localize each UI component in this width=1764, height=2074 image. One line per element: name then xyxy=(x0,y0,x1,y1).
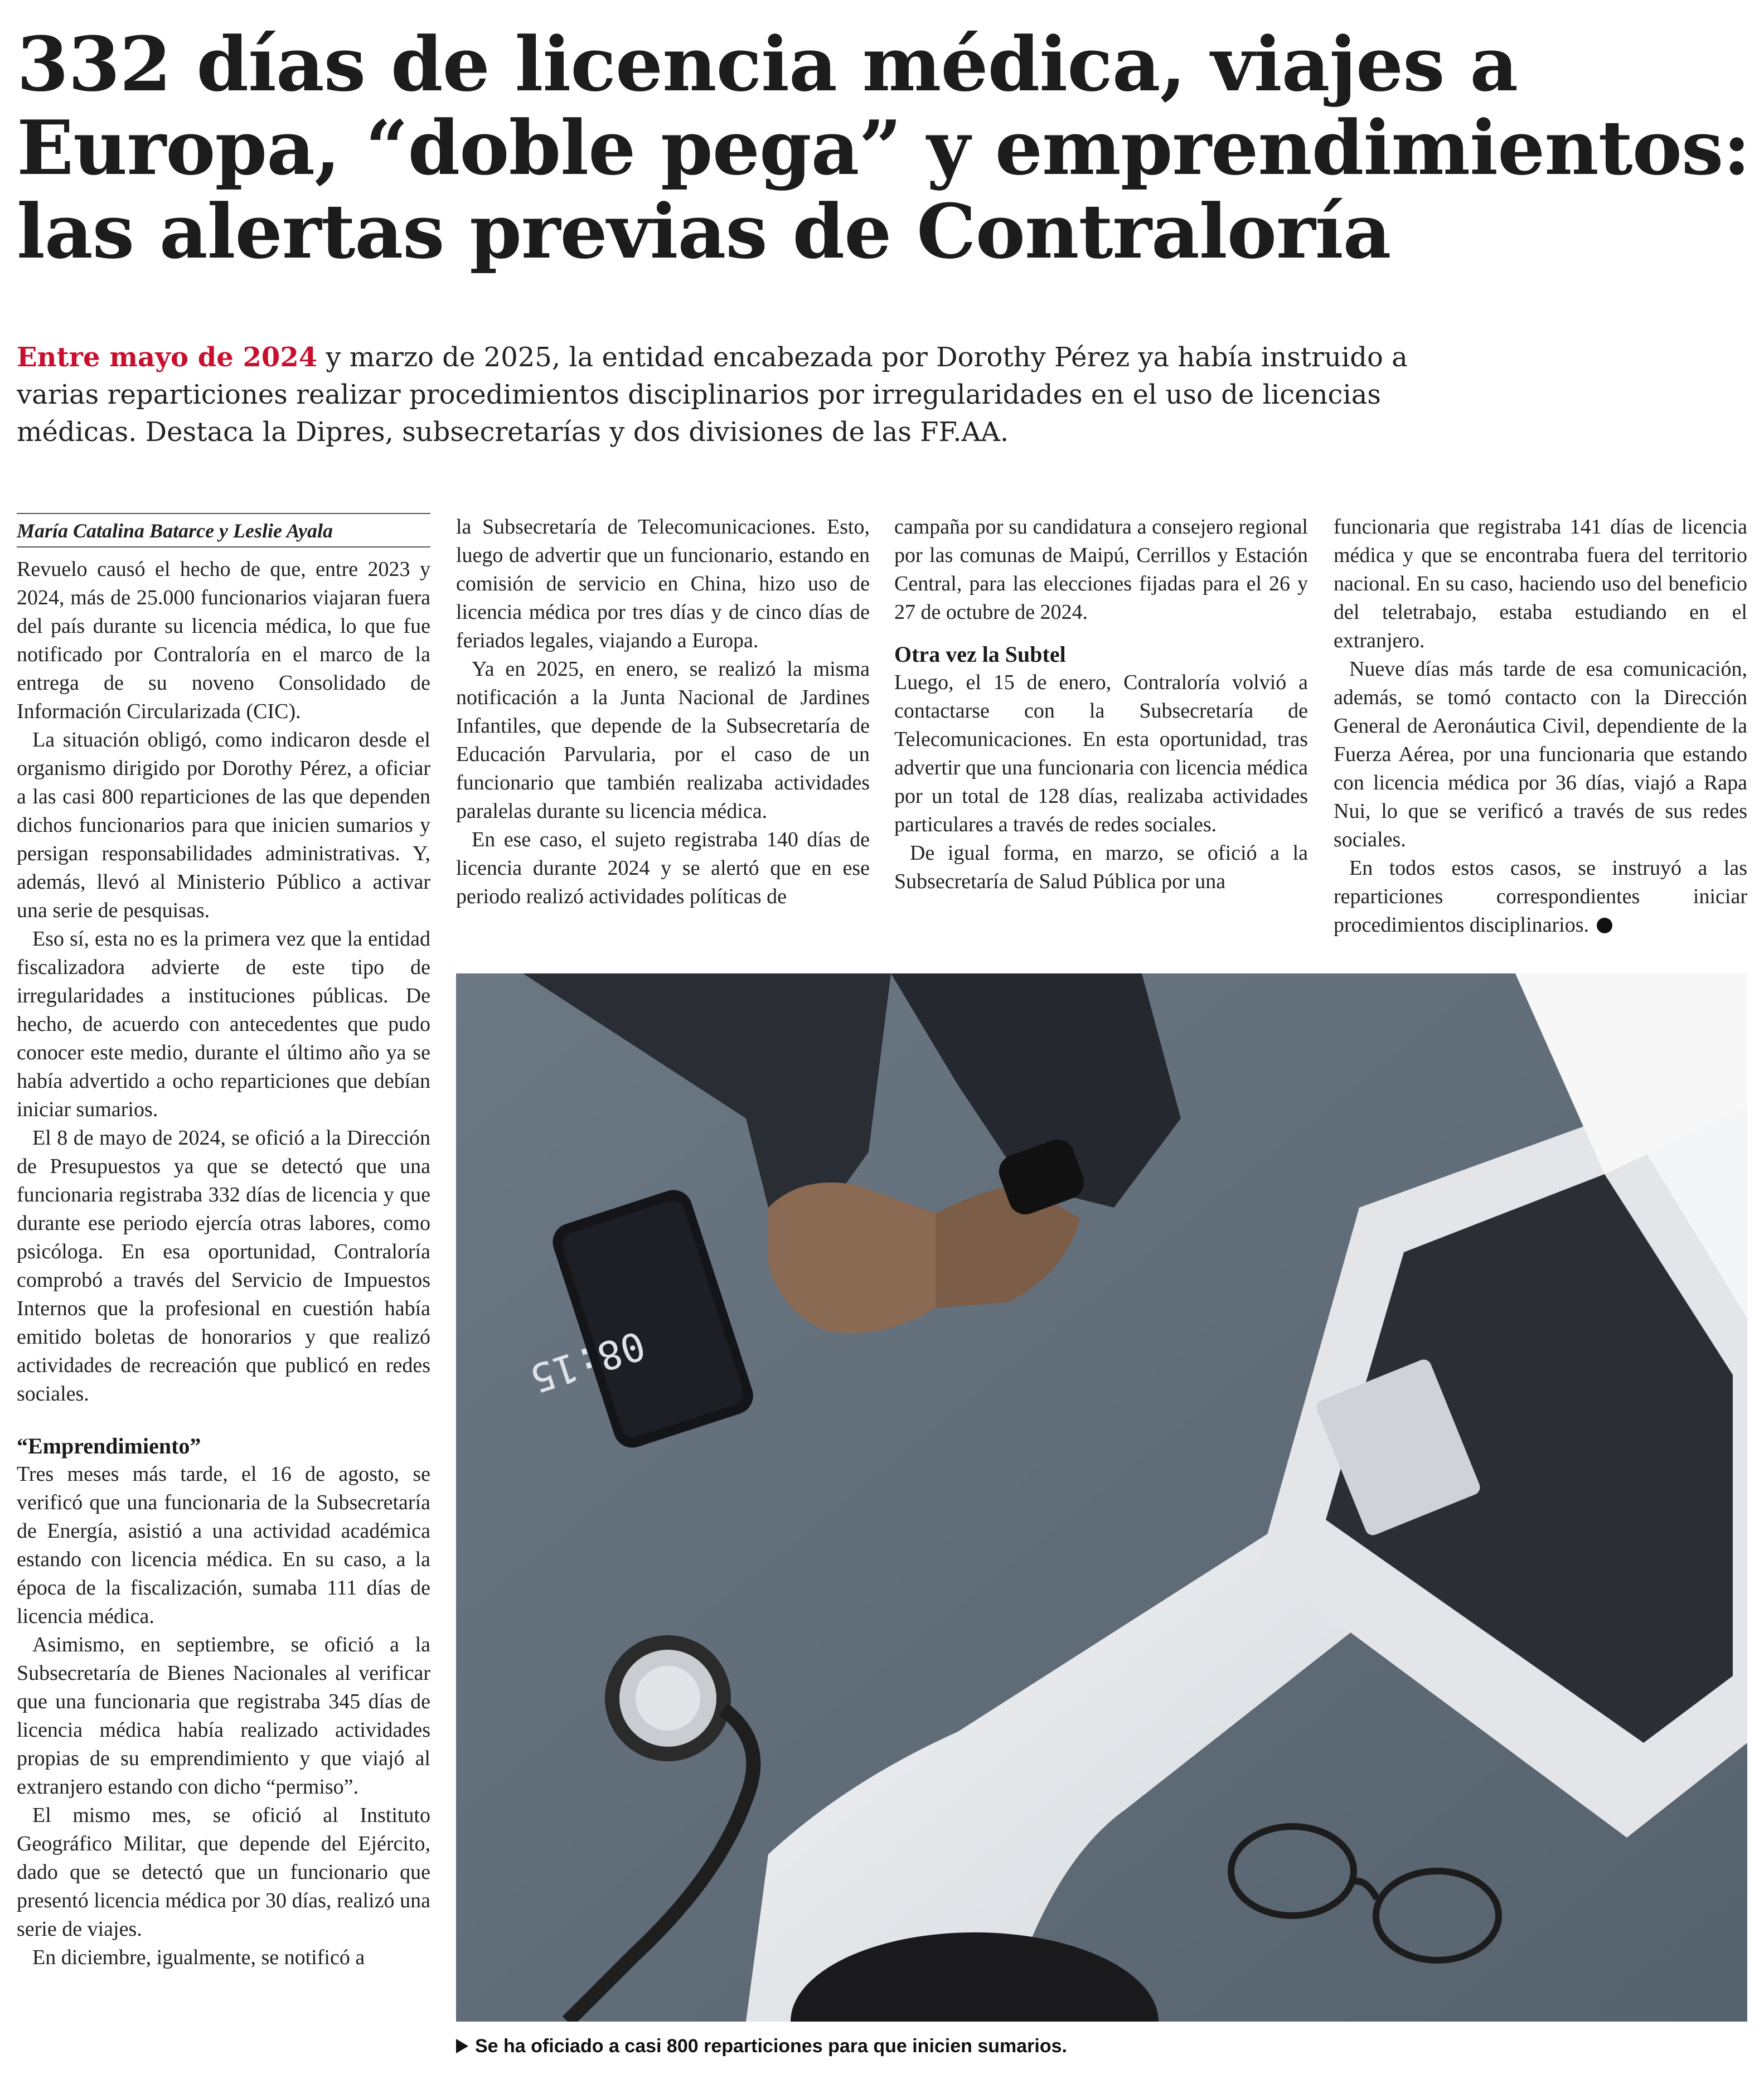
byline: María Catalina Batarce y Leslie Ayala xyxy=(17,513,430,547)
column-2 xyxy=(456,513,870,911)
headline-line-1: 332 días de licencia médica, viajes a xyxy=(17,20,1518,108)
caption-arrow-icon xyxy=(456,2039,468,2053)
paragraph xyxy=(1334,854,1747,939)
photo-illustration xyxy=(456,973,1747,2022)
headline xyxy=(17,20,1750,275)
paragraph: funcionaria que registraba 141 días de licencia médica y que se encontraba fuera del territorio nacional. En su caso, haciendo uso del beneficio del teletrabajo, estaba estudiando en el extranjero. xyxy=(1334,515,1747,652)
caption-text: Se ha oficiado a casi 800 reparticiones para que inicien sumarios. xyxy=(475,2036,1067,2057)
column-3 xyxy=(894,513,1308,896)
paragraph: En ese caso, el sujeto registraba 140 días de licencia durante 2024 y se alertó que en ese periodo realizó actividades políticas de xyxy=(456,828,870,908)
column-4 xyxy=(1334,513,1747,939)
paragraph: la Subsecretaría de Telecomunicaciones. Esto, luego de advertir que un funcionario, estando en comisión de servicio en China, hizo uso de licencia médica por tres días y de cinco días de feriados legales, viajando a Europa. xyxy=(456,515,870,652)
lead-highlight: Entre mayo de 2024 xyxy=(17,342,318,373)
paragraph: Eso sí, esta no es la primera vez que la entidad fiscalizadora advierte de este tipo de irregularidades a instituciones públicas. De hecho, de acuerdo con antecedentes que pudo conocer este medio, durante el último año ya se había advertido a ocho reparticiones que debían iniciar sumarios. xyxy=(17,927,430,1121)
paragraph: Asimismo, en septiembre, se ofició a la Subsecretaría de Bienes Nacionales al verificar que una funcionaria que registraba 345 días de licencia médica había realizado actividades propias de su emprendimiento y que viajó al extranjero estando con dicho “permiso”. xyxy=(17,1633,430,1799)
paragraph: campaña por su candidatura a consejero regional por las comunas de Maipú, Cerrillos y Estación Central, para las elecciones fijadas para el 26 y 27 de octubre de 2024. xyxy=(894,515,1308,624)
end-of-article-icon xyxy=(1597,918,1612,933)
lead-text: y marzo de 2025, la entidad encabezada por Dorothy Pérez ya había instruido a varias reparticiones realizar procedimientos disciplinarios por irregularidades en el uso de licencias médicas. Destaca la Dipres, subsecretarías y dos divisiones de las FF.AA. xyxy=(17,342,1408,448)
column-1 xyxy=(17,513,430,1972)
phone-clock: 08:15 xyxy=(525,1321,651,1402)
paragraph: La situación obligó, como indicaron desde el organismo dirigido por Dorothy Pérez, a oficiar a las casi 800 reparticiones de las que dependen dichos funcionarios para que inicien sumarios y persigan responsabilidades administrativas. Y, además, llevó al Ministerio Público a activar una serie de pesquisas. xyxy=(17,728,430,922)
paragraph: En diciembre, igualmente, se notificó a xyxy=(32,1946,365,1969)
paragraph-text: En todos estos casos, se instruyó a las reparticiones correspondientes iniciar procedimientos disciplinarios. xyxy=(1334,856,1747,937)
paragraph: El mismo mes, se ofició al Instituto Geográfico Militar, que depende del Ejército, dado que se detectó que un funcionario que presentó licencia médica por 30 días, realizó una serie de viajes. xyxy=(17,1804,430,1941)
paragraph: Revuelo causó el hecho de que, entre 2023 y 2024, más de 25.000 funcionarios viajaran fuera del país durante su licencia médica, lo que fue notificado por Contraloría en el marco de la entrega de su noveno Consolidado de Información Circularizada (CIC). xyxy=(17,558,430,723)
photo-caption xyxy=(456,2034,1747,2058)
article-photo xyxy=(456,973,1747,2022)
headline-line-2: Europa, “doble pega” y emprendimientos: xyxy=(17,104,1750,192)
paragraph: Ya en 2025, en enero, se realizó la misma notificación a la Junta Nacional de Jardines Infantiles, que depende de la Subsecretaría de Educación Parvularia, por el caso de un funcionario que también realizaba actividades paralelas durante su licencia médica. xyxy=(456,657,870,823)
paragraph: Luego, el 15 de enero, Contraloría volvió a contactarse con la Subsecretaría de Telecomunicaciones. En esta oportunidad, tras advertir que una funcionaria con licencia médica por un total de 128 días, realizaba actividades particulares a través de redes sociales. xyxy=(894,671,1308,836)
paragraph: Nueve días más tarde de esa comunicación, además, se tomó contacto con la Dirección General de Aeronáutica Civil, dependiente de la Fuerza Aérea, por una funcionaria que estando con licencia médica por 36 días, viajó a Rapa Nui, lo que se verificó a través de sus redes sociales. xyxy=(1334,657,1747,851)
paragraph: De igual forma, en marzo, se ofició a la Subsecretaría de Salud Pública por una xyxy=(894,841,1308,893)
subhead-otra-vez-subtel: Otra vez la Subtel xyxy=(894,642,1066,667)
headline-line-3: las alertas previas de Contraloría xyxy=(17,187,1391,275)
paragraph: El 8 de mayo de 2024, se ofició a la Dirección de Presupuestos ya que se detectó que una funcionaria registraba 332 días de licencia y que durante ese periodo ejercía otras labores, como psicóloga. En esa oportunidad, Contraloría comprobó a través del Servicio de Impuestos Internos que la profesional en cuestión había emitido boletas de honorarios y que realizó actividades de recreación que publicó en redes sociales. xyxy=(17,1126,430,1406)
lead-paragraph xyxy=(17,339,1411,451)
paragraph: Tres meses más tarde, el 16 de agosto, se verificó que una funcionaria de la Subsecretaría de Energía, asistió a una actividad académica estando con licencia médica. En su caso, a la época de la fiscalización, sumaba 111 días de licencia médica. xyxy=(17,1462,430,1628)
subhead-emprendimiento: “Emprendimiento” xyxy=(17,1433,201,1458)
